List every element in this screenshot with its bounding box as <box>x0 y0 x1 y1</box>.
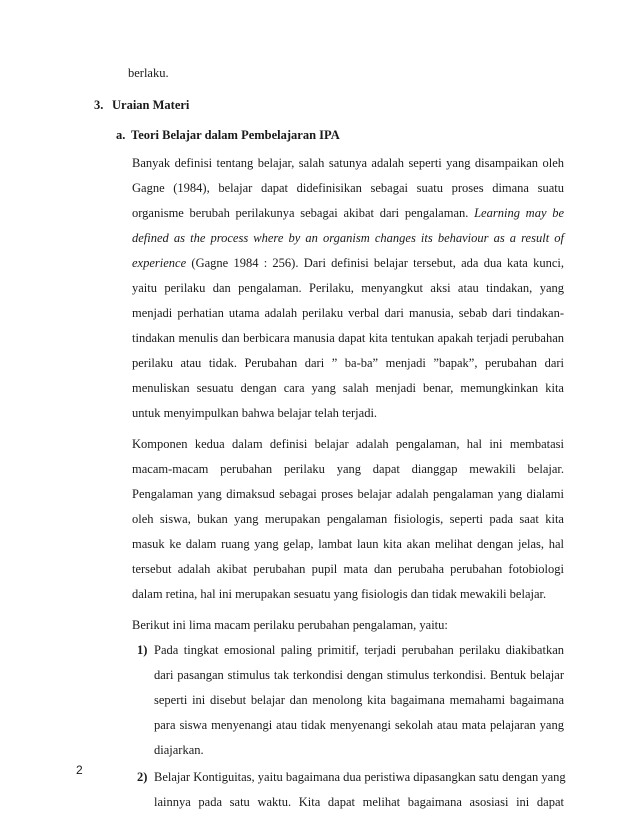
paragraph-line: Komponen kedua dalam definisi belajar adalah pengalaman, hal ini membatasi <box>132 437 564 451</box>
list-item-line: diajarkan. <box>154 743 204 757</box>
paragraph-line: perilaku atau tidak. Perubahan dari ” ba-ba” menjadi ”bapak”, perubahan dari <box>132 356 564 370</box>
continuation-text: berlaku. <box>128 66 169 80</box>
paragraph-line: masuk ke dalam ruang yang gelap, lambat laun kita akan melihat dengan jelas, hal <box>132 537 564 551</box>
paragraph-line: menuliskan sesuatu dengan cara yang salah menjadi benar, memungkinkan kita <box>132 381 564 395</box>
subsection-title: Teori Belajar dalam Pembelajaran IPA <box>131 128 340 142</box>
paragraph-line: tersebut adalah akibat perubahan pupil mata dan perubaha perubahan fotobiologi <box>132 562 564 576</box>
list-item-line: para siswa menyenangi atau tidak menyenangi sekolah atau mata pelajaran yang <box>154 718 564 732</box>
list-item-line: seperti ini disebut belajar dan menolong kita bagaimana memahami bagaimana <box>154 693 564 707</box>
section-title: Uraian Materi <box>112 98 190 112</box>
paragraph-line: untuk menyimpulkan bahwa belajar telah terjadi. <box>132 406 378 420</box>
list-item-line: Pada tingkat emosional paling primitif, terjadi perubahan perilaku diakibatkan <box>154 643 564 657</box>
paragraph-line: yaitu perilaku dan pengalaman. Perilaku, menyangkut aksi atau tindakan, yang <box>132 281 564 295</box>
paragraph-line: Gagne (1984), belajar dapat didefinisikan sebagai suatu proses dimana suatu <box>132 181 564 195</box>
paragraph-line: Pengalaman yang dimaksud sebagai proses belajar adalah pengalaman yang dialami <box>132 487 564 501</box>
paragraph-line: dalam retina, hal ini merupakan sesuatu yang fisiologis dan tidak mewakili belajar. <box>132 587 547 601</box>
paragraph-line: defined as the process where by an organism changes its behaviour as a result of <box>132 231 564 245</box>
list-marker: 1) <box>137 643 148 657</box>
paragraph-line: menjadi perhatian utama adalah perilaku verbal dari manusia, sebab dari tindakan- <box>132 306 564 320</box>
list-item-line: dari pasangan stimulus tak terkondisi dengan stimulus terkondisi. Bentuk belajar <box>154 668 564 682</box>
paragraph-line: macam-macam perubahan perilaku yang dapat dianggap mewakili belajar. <box>132 462 564 476</box>
list-item-line: Belajar Kontiguitas, yaitu bagaimana dua peristiwa dipasangkan satu dengan yang <box>154 770 566 784</box>
section-number: 3. <box>94 98 104 112</box>
subsection-letter: a. <box>116 128 126 142</box>
paragraph-line: organisme berubah perilakunya sebagai akibat dari pengalaman. Learning may be <box>132 206 565 220</box>
page-number: 2 <box>76 763 83 777</box>
paragraph-line: Banyak definisi tentang belajar, salah satunya adalah seperti yang disampaikan oleh <box>132 156 564 170</box>
paragraph-line: experience (Gagne 1984 : 256). Dari definisi belajar tersebut, ada dua kata kunci, <box>132 256 565 270</box>
list-marker: 2) <box>137 770 148 784</box>
paragraph-line: oleh siswa, bukan yang merupakan pengalaman fisiologis, seperti pada saat kita <box>132 512 564 526</box>
list-item-line: lainnya pada satu waktu. Kita dapat melihat bagaimana asosiasi ini dapat <box>154 795 564 809</box>
paragraph-line: tindakan menulis dan berbicara manusia dapat kita tentukan apakah terjadi perubahan <box>132 331 564 345</box>
list-intro: Berikut ini lima macam perilaku perubahan pengalaman, yaitu: <box>132 618 448 632</box>
